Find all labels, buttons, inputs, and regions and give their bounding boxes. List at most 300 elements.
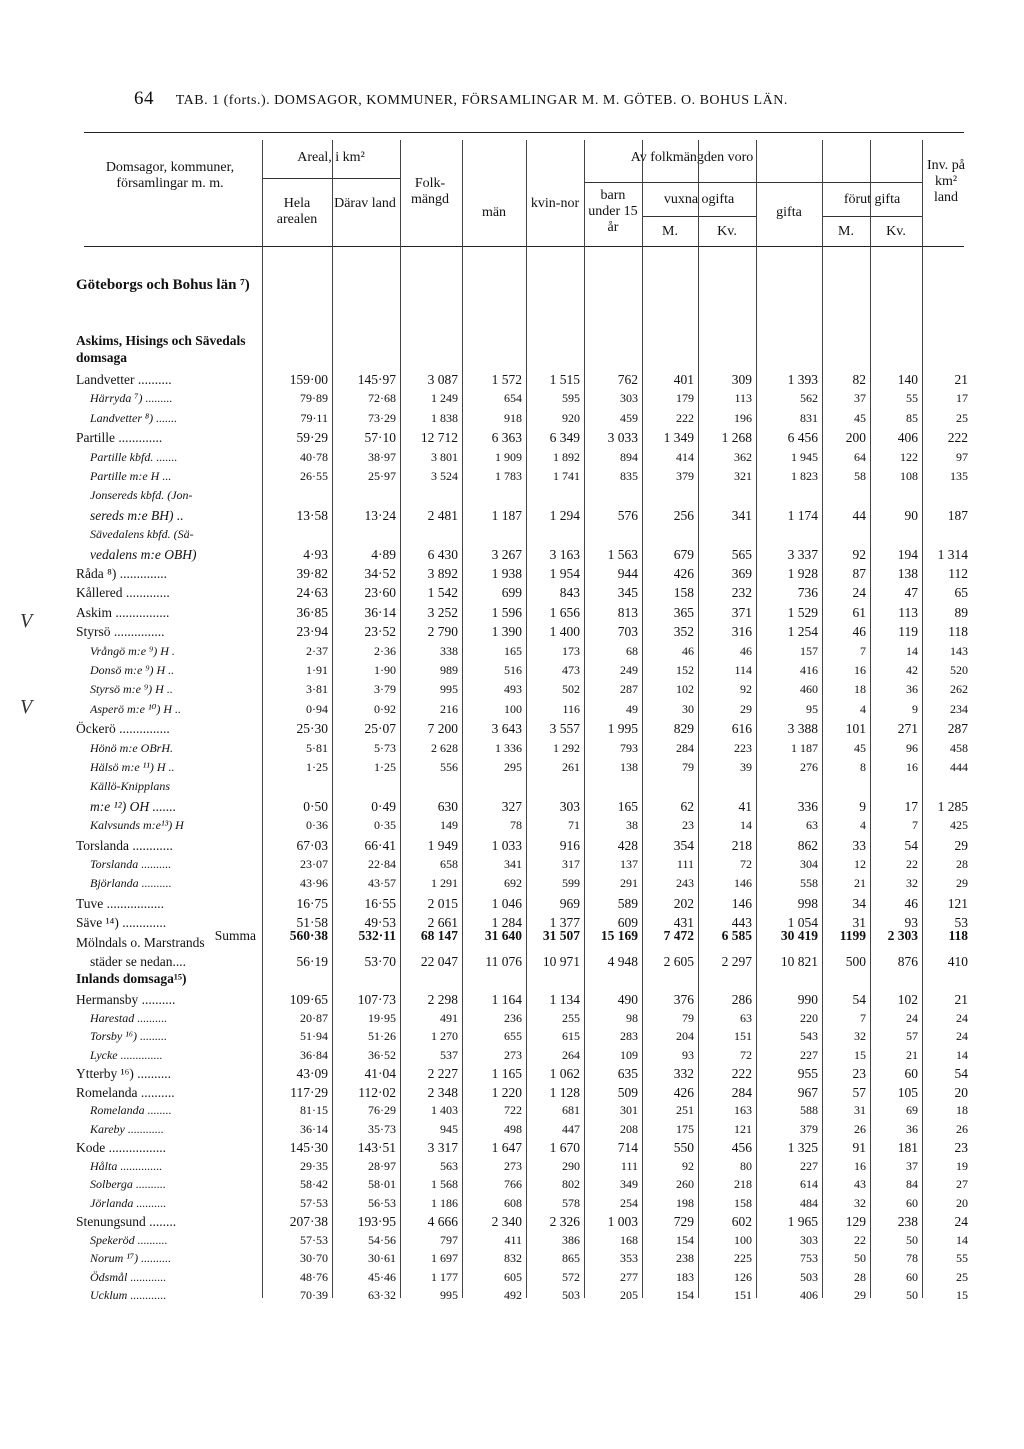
row-label: Landvetter .......... [76, 372, 172, 387]
table-cell: 303 [620, 391, 638, 406]
table-cell: 39 [740, 760, 752, 774]
table-cell: 1 249 [431, 391, 458, 406]
table-cell: 1 377 [549, 915, 580, 931]
table-cell: 862 [797, 837, 818, 853]
col-header-gifta: gifta [776, 205, 802, 220]
table-cell: 1 670 [549, 1140, 580, 1155]
table-cell: 238 [676, 1251, 694, 1265]
table-cell: 3 801 [431, 449, 458, 464]
row-label: Torslanda ............ [76, 837, 173, 853]
table-cell: 262 [950, 682, 968, 697]
table-cell: 102 [897, 992, 918, 1007]
table-cell: 766 [504, 1177, 522, 1191]
row-label: Torsby ¹⁶) ......... [90, 1029, 168, 1043]
table-row [0, 430, 1024, 448]
table-cell: 1 390 [491, 624, 522, 640]
table-cell: 1199 [839, 928, 866, 943]
table-cell: 37 [854, 391, 866, 406]
table-row [0, 508, 1024, 526]
table-row [0, 1159, 1024, 1177]
table-cell: 4 666 [427, 1214, 458, 1229]
table-cell: 4 948 [607, 954, 638, 969]
table-cell: 89 [954, 604, 968, 620]
table-cell: 1 596 [491, 604, 522, 620]
table-cell: 92 [740, 682, 752, 697]
row-label: Romelanda .......... [76, 1084, 175, 1100]
table-cell: 0·36 [306, 818, 328, 833]
table-cell: 0·49 [371, 798, 396, 814]
table-cell: 72 [740, 857, 752, 871]
table-cell: 6 430 [427, 546, 458, 562]
table-row [0, 682, 1024, 700]
table-cell: 78 [906, 1251, 918, 1265]
table-cell: 36 [906, 682, 918, 697]
table-cell: 1 515 [549, 372, 580, 387]
row-label: Kalvsunds m:e¹³) H [90, 818, 184, 833]
table-cell: 16·55 [364, 895, 396, 911]
areal-subrule [262, 178, 400, 179]
table-cell: 222 [947, 430, 968, 446]
table-cell: 520 [950, 663, 968, 677]
table-cell: 81·15 [300, 1103, 328, 1117]
table-cell: 55 [906, 391, 918, 406]
table-row [0, 1103, 1024, 1121]
table-row [0, 469, 1024, 487]
table-cell: 1 325 [787, 1140, 818, 1155]
table-cell: 26 [956, 1121, 968, 1136]
col-header-forut-m: M. [838, 224, 854, 239]
table-cell: 703 [617, 624, 638, 640]
row-label: vedalens m:e OBH) [90, 546, 197, 562]
table-cell: 491 [440, 1010, 458, 1025]
table-cell: 193·95 [357, 1214, 396, 1229]
table-cell: 50 [854, 1251, 866, 1265]
row-label: Styrsö m:e ⁹) H .. [90, 682, 173, 697]
table-cell: 48·76 [300, 1269, 328, 1284]
row-label: Ucklum ............ [90, 1288, 167, 1302]
table-cell: 10 821 [780, 954, 818, 969]
row-label: Partille ............. [76, 430, 163, 446]
table-cell: 29 [956, 876, 968, 891]
table-cell: 1 268 [721, 430, 752, 446]
table-cell: 118 [948, 928, 968, 943]
table-cell: 256 [673, 507, 694, 523]
table-cell: 19 [956, 1158, 968, 1173]
row-label: Torslanda .......... [90, 857, 172, 871]
table-cell: 137 [620, 857, 638, 871]
table-cell: 54·56 [368, 1232, 396, 1247]
table-cell: 54 [904, 837, 918, 853]
table-cell: 208 [620, 1121, 638, 1136]
table-cell: 1 349 [663, 430, 694, 446]
table-row [0, 721, 1024, 739]
table-cell: 630 [437, 798, 458, 814]
table-row [0, 644, 1024, 662]
table-cell: 309 [731, 372, 752, 387]
table-cell: 41·04 [364, 1066, 396, 1081]
table-cell: 11 076 [485, 954, 522, 969]
table-cell: 500 [845, 954, 866, 969]
table-cell: 126 [734, 1269, 752, 1284]
table-cell: 1 572 [491, 372, 522, 387]
table-cell: 18 [956, 1103, 968, 1117]
table-cell: 24·63 [296, 585, 328, 601]
table-row [0, 702, 1024, 720]
table-cell: 22·84 [368, 857, 396, 871]
table-cell: 91 [852, 1140, 866, 1155]
table-cell: 216 [440, 701, 458, 716]
col-header-vuxna-ogifta: vuxna ogifta [663, 192, 735, 207]
table-cell: 154 [676, 1288, 694, 1302]
col-header-folk: Folk-mängd [410, 176, 450, 207]
table-row [0, 818, 1024, 836]
table-cell: 406 [800, 1288, 818, 1302]
table-cell: 3 163 [549, 546, 580, 562]
table-cell: 493 [504, 682, 522, 697]
table-cell: 459 [620, 410, 638, 425]
table-cell: 31 640 [484, 928, 522, 943]
row-label: Hälsö m:e ¹¹) H .. [90, 760, 175, 774]
row-label: Norum ¹⁷) .......... [90, 1251, 172, 1265]
table-cell: 365 [673, 604, 694, 620]
table-cell: 117·29 [290, 1084, 328, 1100]
table-cell: 537 [440, 1047, 458, 1062]
row-label: Hönö m:e OBrH. [90, 740, 173, 755]
table-cell: 565 [731, 546, 752, 562]
row-label: Kareby ............ [90, 1121, 164, 1136]
col-header-areal: Areal, i km² [297, 150, 365, 165]
table-cell: 1 187 [791, 740, 818, 755]
table-row [0, 585, 1024, 603]
table-cell: 894 [620, 449, 638, 464]
table-cell: 46 [682, 643, 694, 658]
row-label: Ödsmål ............ [90, 1269, 167, 1284]
table-cell: 15 [956, 1288, 968, 1302]
table-cell: 80 [740, 1158, 752, 1173]
table-cell: 65 [954, 585, 968, 601]
table-cell: 138 [897, 566, 918, 581]
table-cell: 484 [800, 1195, 818, 1210]
table-cell: 90 [904, 507, 918, 523]
table-cell: 714 [617, 1140, 638, 1155]
table-cell: 1·25 [374, 760, 396, 774]
row-label: Lycke .............. [90, 1047, 163, 1062]
table-row [0, 1066, 1024, 1084]
table-cell: 1 995 [607, 721, 638, 737]
table-cell: 149 [440, 818, 458, 833]
table-cell: 1 285 [937, 798, 968, 814]
table-cell: 154 [676, 1232, 694, 1247]
table-cell: 2 605 [663, 954, 694, 969]
table-cell: 7 [860, 643, 866, 658]
table-cell: 51·94 [300, 1029, 328, 1043]
table-cell: 112 [948, 566, 968, 581]
table-cell: 205 [620, 1288, 638, 1302]
table-cell: 72·68 [368, 391, 396, 406]
forut-subrule [822, 216, 922, 217]
table-cell: 655 [504, 1029, 522, 1043]
table-cell: 255 [562, 1010, 580, 1025]
table-cell: 32 [854, 1029, 866, 1043]
table-cell: 23·94 [296, 624, 328, 640]
table-cell: 145·30 [289, 1140, 328, 1155]
table-cell: 25·97 [368, 469, 396, 483]
col-header-vuxna-kv: Kv. [717, 224, 737, 239]
table-cell: 550 [673, 1140, 694, 1155]
table-cell: 635 [617, 1066, 638, 1081]
table-cell: 3 317 [427, 1140, 458, 1155]
table-cell: 502 [562, 682, 580, 697]
table-cell: 401 [673, 372, 694, 387]
row-label: Säve ¹⁴) ............. [76, 915, 167, 931]
table-cell: 198 [676, 1195, 694, 1210]
table-row [0, 760, 1024, 778]
table-cell: 2 628 [431, 740, 458, 755]
table-cell: 109 [620, 1047, 638, 1062]
row-label: sereds m:e BH) .. [90, 507, 184, 523]
page-number: 64 [134, 88, 154, 109]
table-cell: 371 [731, 604, 752, 620]
table-cell: 158 [673, 585, 694, 601]
table-cell: 602 [731, 1214, 752, 1229]
table-cell: 2 015 [427, 895, 458, 911]
header-bottom-rule [84, 246, 964, 247]
table-cell: 797 [440, 1232, 458, 1247]
row-label: Sävedalens kbfd. (Sä- [90, 527, 194, 542]
table-cell: 354 [673, 837, 694, 853]
table-cell: 66·41 [364, 837, 396, 853]
table-cell: 63·32 [368, 1288, 396, 1302]
table-cell: 14 [906, 643, 918, 658]
section-heading-askim: Askims, Hisings och Sävedals domsaga [76, 333, 246, 365]
table-cell: 284 [676, 740, 694, 755]
table-cell: 843 [559, 585, 580, 601]
table-cell: 352 [673, 624, 694, 640]
table-cell: 431 [673, 915, 694, 931]
table-cell: 699 [501, 585, 522, 601]
col-header-av-folk: Av folkmängden voro [630, 150, 754, 165]
table-cell: 998 [797, 895, 818, 911]
table-cell: 31 [852, 915, 866, 931]
table-cell: 29 [954, 837, 968, 853]
table-cell: 101 [845, 721, 866, 737]
table-cell: 1 393 [787, 372, 818, 387]
table-cell: 236 [504, 1010, 522, 1025]
table-cell: 24 [956, 1010, 968, 1025]
table-cell: 829 [673, 721, 694, 737]
table-cell: 729 [673, 1214, 694, 1229]
table-cell: 865 [562, 1251, 580, 1265]
table-cell: 1 062 [549, 1066, 580, 1081]
table-cell: 563 [440, 1158, 458, 1173]
table-cell: 23·52 [364, 624, 396, 640]
table-row [0, 876, 1024, 894]
table-cell: 722 [504, 1103, 522, 1117]
vuxna-subrule [642, 216, 756, 217]
table-cell: 3 252 [427, 604, 458, 620]
section-heading-inland: Inlands domsaga¹⁵) [76, 971, 187, 986]
table-cell: 1 177 [431, 1269, 458, 1284]
table-cell: 1 046 [491, 895, 522, 911]
table-cell: 444 [950, 760, 968, 774]
table-cell: 151 [734, 1288, 752, 1302]
row-label: Jonsereds kbfd. (Jon- [90, 488, 193, 503]
table-row [0, 1011, 1024, 1029]
row-label: Askim ................ [76, 604, 170, 620]
table-cell: 146 [731, 895, 752, 911]
table-cell: 681 [562, 1103, 580, 1117]
table-row [0, 992, 1024, 1010]
table-row [0, 1214, 1024, 1232]
row-label: Partille kbfd. ....... [90, 449, 178, 464]
table-cell: 1·90 [374, 663, 396, 677]
table-cell: 23 [954, 1140, 968, 1155]
table-cell: 0·92 [374, 701, 396, 716]
table-row [0, 1140, 1024, 1158]
table-cell: 30·61 [368, 1251, 396, 1265]
table-cell: 54 [852, 992, 866, 1007]
table-cell: 490 [617, 992, 638, 1007]
table-cell: 42 [906, 663, 918, 677]
table-cell: 615 [562, 1029, 580, 1043]
table-cell: 1 294 [549, 507, 580, 523]
table-cell: 30·70 [300, 1251, 328, 1265]
table-cell: 45·46 [368, 1269, 396, 1284]
table-cell: 92 [682, 1158, 694, 1173]
table-cell: 0·35 [374, 818, 396, 833]
top-rule [84, 132, 964, 133]
table-cell: 301 [620, 1103, 638, 1117]
table-cell: 426 [673, 1084, 694, 1100]
table-cell: 116 [562, 701, 580, 716]
table-cell: 25 [956, 410, 968, 425]
table-cell: 168 [620, 1232, 638, 1247]
table-cell: 2 481 [427, 507, 458, 523]
table-cell: 503 [562, 1288, 580, 1302]
table-cell: 223 [734, 740, 752, 755]
table-cell: 4·93 [303, 546, 328, 562]
table-cell: 1 284 [491, 915, 522, 931]
table-cell: 876 [897, 954, 918, 969]
table-cell: 4 [860, 818, 866, 833]
table-cell: 428 [617, 837, 638, 853]
table-cell: 273 [504, 1047, 522, 1062]
table-cell: 175 [676, 1121, 694, 1136]
table-row [0, 741, 1024, 759]
table-cell: 753 [800, 1251, 818, 1265]
row-label: Tuve ................. [76, 895, 165, 911]
table-cell: 159·00 [289, 372, 328, 387]
table-cell: 321 [734, 469, 752, 483]
table-cell: 1 568 [431, 1177, 458, 1191]
table-cell: 13·24 [364, 507, 396, 523]
table-cell: 45 [854, 410, 866, 425]
table-row [0, 488, 1024, 506]
table-cell: 82 [852, 372, 866, 387]
table-cell: 20·87 [300, 1010, 328, 1025]
table-cell: 336 [797, 798, 818, 814]
table-cell: 260 [676, 1177, 694, 1191]
table-cell: 1 945 [791, 449, 818, 464]
table-cell: 111 [676, 857, 694, 871]
table-cell: 31 [854, 1103, 866, 1117]
table-cell: 79 [682, 760, 694, 774]
table-cell: 58·42 [300, 1177, 328, 1191]
table-cell: 692 [504, 876, 522, 891]
table-cell: 2 227 [427, 1066, 458, 1081]
table-cell: 425 [950, 818, 968, 833]
table-cell: 97 [956, 449, 968, 464]
table-cell: 25 [956, 1269, 968, 1284]
table-cell: 341 [504, 857, 522, 871]
table-cell: 376 [673, 992, 694, 1007]
table-cell: 146 [734, 876, 752, 891]
table-cell: 989 [440, 663, 458, 677]
table-row [0, 1196, 1024, 1214]
table-row [0, 1270, 1024, 1288]
table-row [0, 857, 1024, 875]
table-cell: 46 [740, 643, 752, 658]
table-cell: 509 [617, 1084, 638, 1100]
row-label: Vrångö m:e ⁹) H . [90, 643, 175, 658]
table-cell: 79·89 [300, 391, 328, 406]
table-cell: 135 [950, 469, 968, 483]
table-cell: 140 [897, 372, 918, 387]
table-cell: 1 656 [549, 604, 580, 620]
table-cell: 447 [562, 1121, 580, 1136]
col-header-forut-gifta: förut gifta [843, 192, 901, 207]
table-cell: 56·19 [296, 954, 328, 969]
page-title: TAB. 1 (forts.). DOMSAGOR, KOMMUNER, FÖRSAMLINGAR M. M. GÖTEB. O. BOHUS LÄN. [175, 93, 788, 108]
table-cell: 85 [906, 410, 918, 425]
table-cell: 95 [806, 701, 818, 716]
table-cell: 63 [806, 818, 818, 833]
table-cell: 990 [797, 992, 818, 1007]
table-cell: 1 054 [787, 915, 818, 931]
table-cell: 614 [800, 1177, 818, 1191]
table-cell: 969 [559, 895, 580, 911]
table-cell: 595 [562, 391, 580, 406]
table-cell: 317 [562, 857, 580, 871]
table-cell: 79·11 [300, 410, 328, 425]
table-cell: 220 [800, 1010, 818, 1025]
table-cell: 204 [676, 1029, 694, 1043]
table-cell: 762 [617, 372, 638, 387]
table-cell: 1 003 [607, 1214, 638, 1229]
table-cell: 9 [912, 701, 918, 716]
table-cell: 55 [956, 1251, 968, 1265]
table-cell: 33 [852, 837, 866, 853]
table-cell: 207·38 [289, 1214, 328, 1229]
col-header-hela: Hela arealen [276, 196, 318, 227]
region-heading: Göteborgs och Bohus län ⁷) [76, 277, 250, 293]
table-cell: 1 164 [491, 992, 522, 1007]
row-label: Kode ................. [76, 1140, 166, 1155]
table-cell: 349 [620, 1177, 638, 1191]
table-cell: 243 [676, 876, 694, 891]
table-cell: 58·01 [368, 1177, 396, 1191]
table-cell: 605 [504, 1269, 522, 1284]
table-cell: 113 [734, 391, 752, 406]
table-cell: 578 [562, 1195, 580, 1210]
table-cell: 460 [800, 682, 818, 697]
table-cell: 532·11 [358, 928, 396, 943]
table-cell: 3·81 [306, 682, 328, 697]
table-cell: 6 456 [787, 430, 818, 446]
table-row [0, 779, 1024, 797]
table-cell: 560·38 [289, 928, 328, 943]
table-cell: 1 128 [549, 1084, 580, 1100]
